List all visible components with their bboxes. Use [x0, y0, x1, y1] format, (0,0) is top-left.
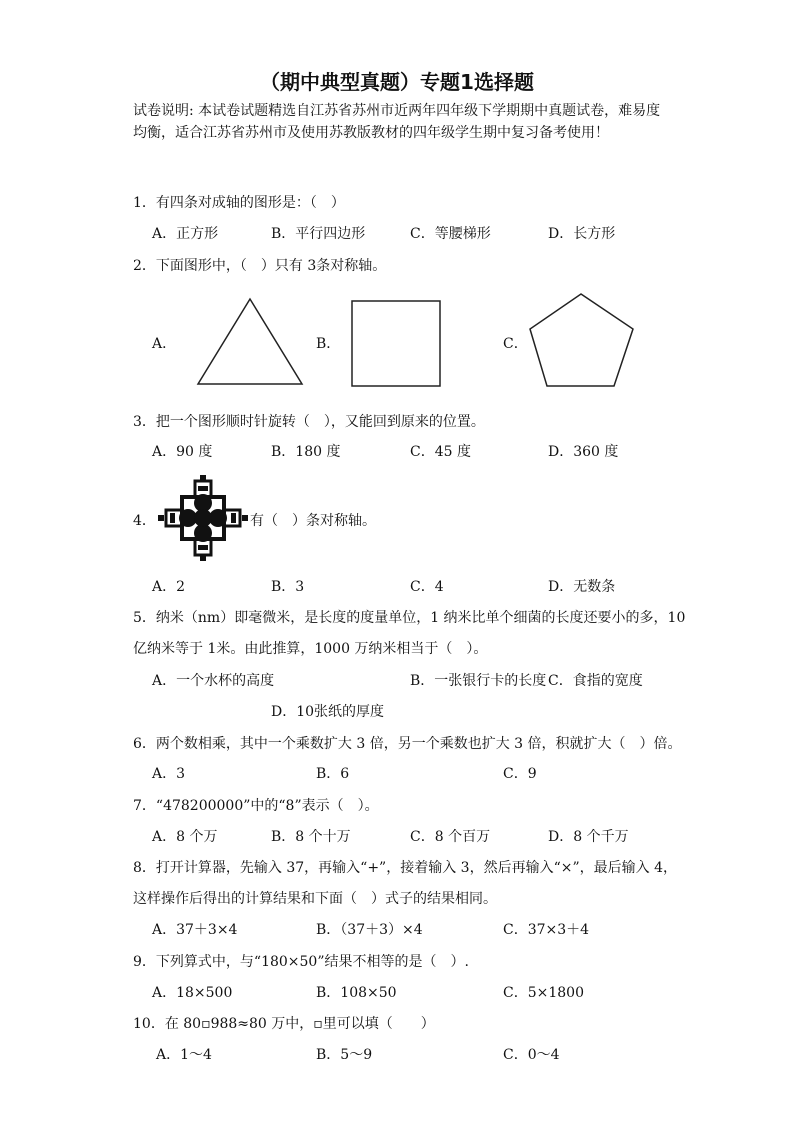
q3-option-c[interactable]: C．45 度 [410, 444, 471, 460]
question-8-line-1: 8．打开计算器，先输入 37，再输入“+”，接着输入 3，然后再输入“×”，最后输入 4， [133, 860, 677, 876]
q8-option-c[interactable]: C．37×3＋4 [503, 922, 590, 938]
q9-option-c[interactable]: C．5×1800 [503, 985, 584, 1001]
q7-option-d[interactable]: D．8 个千万 [548, 829, 629, 845]
question-7-stem: 7．“478200000”中的“8”表示（ ）。 [133, 798, 379, 814]
q5-option-b[interactable]: B．一张银行卡的长度 [410, 673, 547, 689]
q3-option-b[interactable]: B．180 度 [271, 444, 341, 460]
q5-option-d[interactable]: D．10张纸的厚度 [271, 704, 385, 720]
q8-option-a[interactable]: A．37＋3×4 [152, 922, 238, 938]
question-8-line-2: 这样操作后得出的计算结果和下面（ ）式子的结果相同。 [133, 891, 497, 907]
question-6-stem: 6．两个数相乘，其中一个乘数扩大 3 倍，另一个乘数也扩大 3 倍，积就扩大（ ）倍。 [133, 736, 682, 752]
question-5-line-2: 亿纳米等于 1米。由此推算，1000 万纳米相当于（ ）。 [133, 641, 488, 657]
q7-option-c[interactable]: C．8 个百万 [410, 829, 491, 845]
q10-option-a[interactable]: A．1～4 [156, 1047, 212, 1063]
q10-option-b[interactable]: B．5～9 [316, 1047, 373, 1063]
q1-option-a[interactable]: A．正方形 [152, 226, 219, 242]
question-10-stem: 10．在 80▫988≈80 万中，▫里可以填（ ） [133, 1016, 435, 1032]
q3-option-d[interactable]: D．360 度 [548, 444, 619, 460]
q2-option-a[interactable]: A． [152, 336, 177, 352]
q1-option-c[interactable]: C．等腰梯形 [410, 226, 491, 242]
question-4-number: 4． [133, 513, 156, 529]
q6-option-a[interactable]: A．3 [152, 766, 186, 782]
q7-option-a[interactable]: A．8 个万 [152, 829, 218, 845]
question-5-line-1: 5．纳米（nm）即毫微米，是长度的度量单位，1 纳米比单个细菌的长度还要小的多，10 [133, 610, 686, 626]
question-9-stem: 9．下列算式中，与“180×50”结果不相等的是（ ）. [133, 954, 469, 970]
q10-option-c[interactable]: C．0～4 [503, 1047, 560, 1063]
q3-option-a[interactable]: A．90 度 [152, 444, 213, 460]
question-3-stem: 3．把一个图形顺时针旋转（ ），又能回到原来的位置。 [133, 414, 485, 430]
q4-option-b[interactable]: B．3 [271, 579, 305, 595]
q4-option-c[interactable]: C．4 [410, 579, 444, 595]
intro-line-1: 试卷说明: 本试卷试题精选自江苏省苏州市近两年四年级下学期期中真题试卷，难易度 [133, 103, 661, 119]
q5-option-a[interactable]: A．一个水杯的高度 [152, 673, 275, 689]
q9-option-b[interactable]: B．108×50 [316, 985, 397, 1001]
q2-option-c[interactable]: C． [503, 336, 528, 352]
page-title: （期中典型真题）专题1选择题 [260, 70, 534, 94]
q6-option-c[interactable]: C．9 [503, 766, 537, 782]
q9-option-a[interactable]: A．18×500 [152, 985, 233, 1001]
question-2-stem: 2．下面图形中，（ ）只有 3条对称轴。 [133, 258, 387, 274]
q1-option-d[interactable]: D．长方形 [548, 226, 616, 242]
q7-option-b[interactable]: B．8 个十万 [271, 829, 351, 845]
q4-option-a[interactable]: A．2 [152, 579, 186, 595]
question-4-stem: 有（ ）条对称轴。 [250, 513, 376, 529]
q5-option-c[interactable]: C．食指的宽度 [548, 673, 643, 689]
question-1-stem: 1．有四条对成轴的图形是：（ ） [133, 195, 345, 211]
q4-option-d[interactable]: D．无数条 [548, 579, 616, 595]
q6-option-b[interactable]: B．6 [316, 766, 350, 782]
q1-option-b[interactable]: B．平行四边形 [271, 226, 366, 242]
intro-line-2: 均衡，适合江苏省苏州市及使用苏教版教材的四年级学生期中复习备考使用！ [133, 125, 609, 141]
q2-option-b[interactable]: B． [316, 336, 341, 352]
q8-option-b[interactable]: B．（37＋3）×4 [316, 922, 423, 938]
